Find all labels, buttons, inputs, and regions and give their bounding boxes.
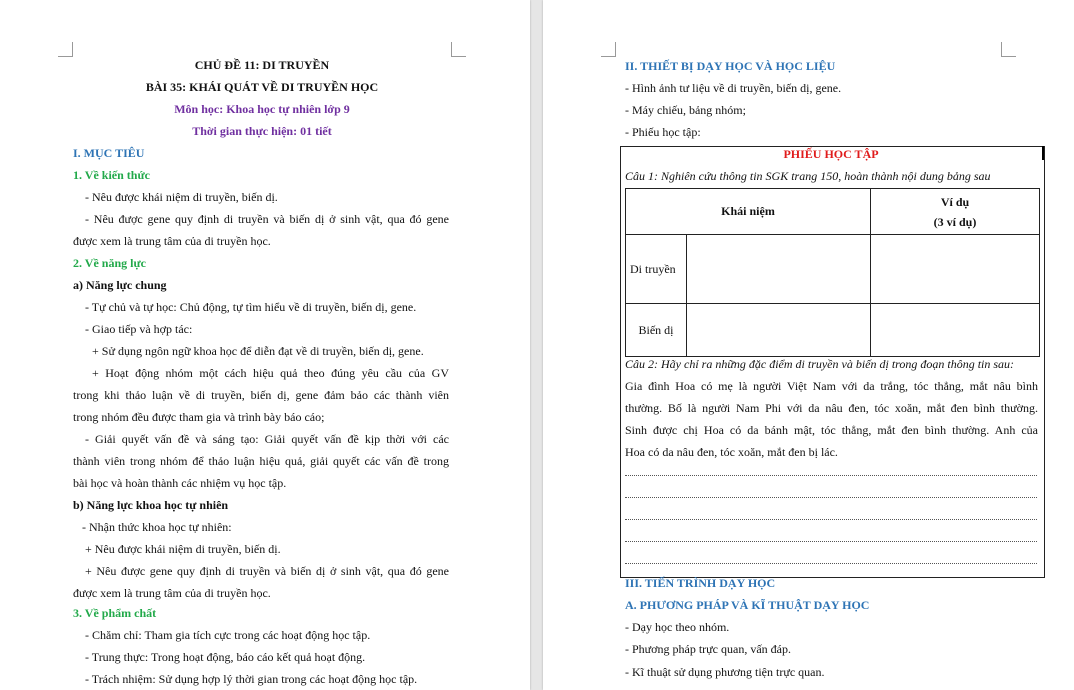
body-line: - Giao tiếp và hợp tác: [85,322,193,336]
body-line: - Tự chủ và tự học: Chủ động, tự tìm hiểu về di truyền, biến dị, gene. [85,300,417,314]
time-line: Thời gian thực hiện: 01 tiết [192,124,332,138]
subsection-heading: 1. Về kiến thức [73,168,150,182]
table-header-example-line1: Ví dụ [940,194,970,209]
passage-line: Sinh được chị Hoa có da bánh mật, tóc thẳng, mắt đen bình thường. Anh của [625,423,1038,437]
passage-line: Hoa có da nâu đen, tóc xoăn, mắt đen bị lác. [625,445,838,459]
subject-line: Môn học: Khoa học tự nhiên lớp 9 [174,102,350,116]
body-line: + Hoạt động nhóm một cách hiệu quả theo đúng yêu cầu của GV [92,366,449,380]
worksheet-title: PHIẾU HỌC TẬP [783,147,879,161]
passage-line: thường. Bố là người Nam Phi với da nâu đen, tóc xoăn, mắt đen bình thường. [625,401,1038,415]
table-row-label: Biến dị [626,304,687,357]
crop-mark [1001,42,1016,57]
body-line: - Trách nhiệm: Sử dụng hợp lý thời gian trong các hoạt động học tập. [85,672,418,686]
lesson-title: BÀI 35: KHÁI QUÁT VỀ DI TRUYỀN HỌC [145,80,379,94]
body-line: - Giải quyết vấn đề và sáng tạo: Giải quyết vấn đề kịp thời với các [85,432,449,446]
subsection-heading: 3. Về phẩm chất [73,606,157,620]
body-line: - Nêu được gene quy định di truyền và biến dị ở sinh vật, qua đó gene [85,212,449,226]
question-1: Câu 1: Nghiên cứu thông tin SGK trang 150, hoàn thành nội dung bảng sau [625,169,991,183]
body-line: - Nêu được khái niệm di truyền, biến dị. [85,190,278,204]
crop-mark [58,42,73,57]
body-line: trong khi thảo luận về di truyền, biến dị, gene đảm bảo các thành viên [73,388,449,402]
body-line: bài học và hoàn thành các nhiệm vụ học tập. [73,476,287,490]
document-page-right [543,0,1074,690]
body-line: - Hình ảnh tư liệu về di truyền, biến dị, gene. [625,81,842,95]
body-line: thành viên trong nhóm để thảo luận hiệu quả, giải quyết các vấn đề trong [73,454,449,468]
table-row-label: Di truyền [626,235,687,304]
body-line: - Phương pháp trực quan, vấn đáp. [625,642,791,656]
body-line: - Phiếu học tập: [625,125,701,139]
question-2: Câu 2: Hãy chỉ ra những đặc điểm di truyền và biến dị trong đoạn thông tin sau: [625,357,1015,371]
body-line: + Nêu được khái niệm di truyền, biến dị. [85,542,281,556]
concept-table [625,188,1040,357]
body-line: - Kĩ thuật sử dụng phương tiện trực quan. [625,665,825,679]
body-line: được xem là trung tâm của di truyền học. [73,586,271,600]
table-cell[interactable] [687,235,871,304]
table-header-example-line2: (3 ví dụ) [933,214,977,229]
subsection-heading: a) Năng lực chung [73,278,167,292]
answer-line[interactable] [625,475,1037,476]
body-line: được xem là trung tâm của di truyền học. [73,234,271,248]
table-header-example [871,189,1040,235]
table-cell[interactable] [871,304,1040,357]
section-heading: I. MỤC TIÊU [73,146,145,160]
answer-line[interactable] [625,519,1037,520]
body-line: - Chăm chỉ: Tham gia tích cực trong các hoạt động học tập. [85,628,371,642]
crop-mark [451,42,466,57]
body-line: - Trung thực: Trong hoạt động, báo cáo kết quả hoạt động. [85,650,366,664]
table-header-concept: Khái niệm [626,189,871,235]
table-cell[interactable] [871,235,1040,304]
table-cell[interactable] [687,304,871,357]
section-heading: A. PHƯƠNG PHÁP VÀ KĨ THUẬT DẠY HỌC [625,598,870,612]
answer-line[interactable] [625,563,1037,564]
section-heading: III. TIẾN TRÌNH DẠY HỌC [625,576,776,590]
subsection-heading: 2. Về năng lực [73,256,146,270]
crop-mark [601,42,616,57]
answer-line[interactable] [625,497,1037,498]
section-heading: II. THIẾT BỊ DẠY HỌC VÀ HỌC LIỆU [625,59,836,73]
chapter-title: CHỦ ĐỀ 11: DI TRUYỀN [194,58,330,72]
body-line: - Nhận thức khoa học tự nhiên: [82,520,232,534]
body-line: trong nhóm đều được tham gia và trình bày báo cáo; [73,410,325,424]
subsection-heading: b) Năng lực khoa học tự nhiên [73,498,229,512]
body-line: + Nêu được gene quy định di truyền và biến dị ở sinh vật, qua đó gene [85,564,449,578]
body-line: - Máy chiếu, bảng nhóm; [625,103,746,117]
document-page-left [0,0,530,690]
body-line: + Sử dụng ngôn ngữ khoa học để diễn đạt về di truyền, biến dị, gene. [92,344,424,358]
answer-line[interactable] [625,541,1037,542]
passage-line: Gia đình Hoa có mẹ là người Việt Nam với da trắng, tóc thẳng, mắt nâu bình [625,379,1038,393]
body-line: - Dạy học theo nhóm. [625,620,730,634]
text-cursor [1042,146,1044,160]
